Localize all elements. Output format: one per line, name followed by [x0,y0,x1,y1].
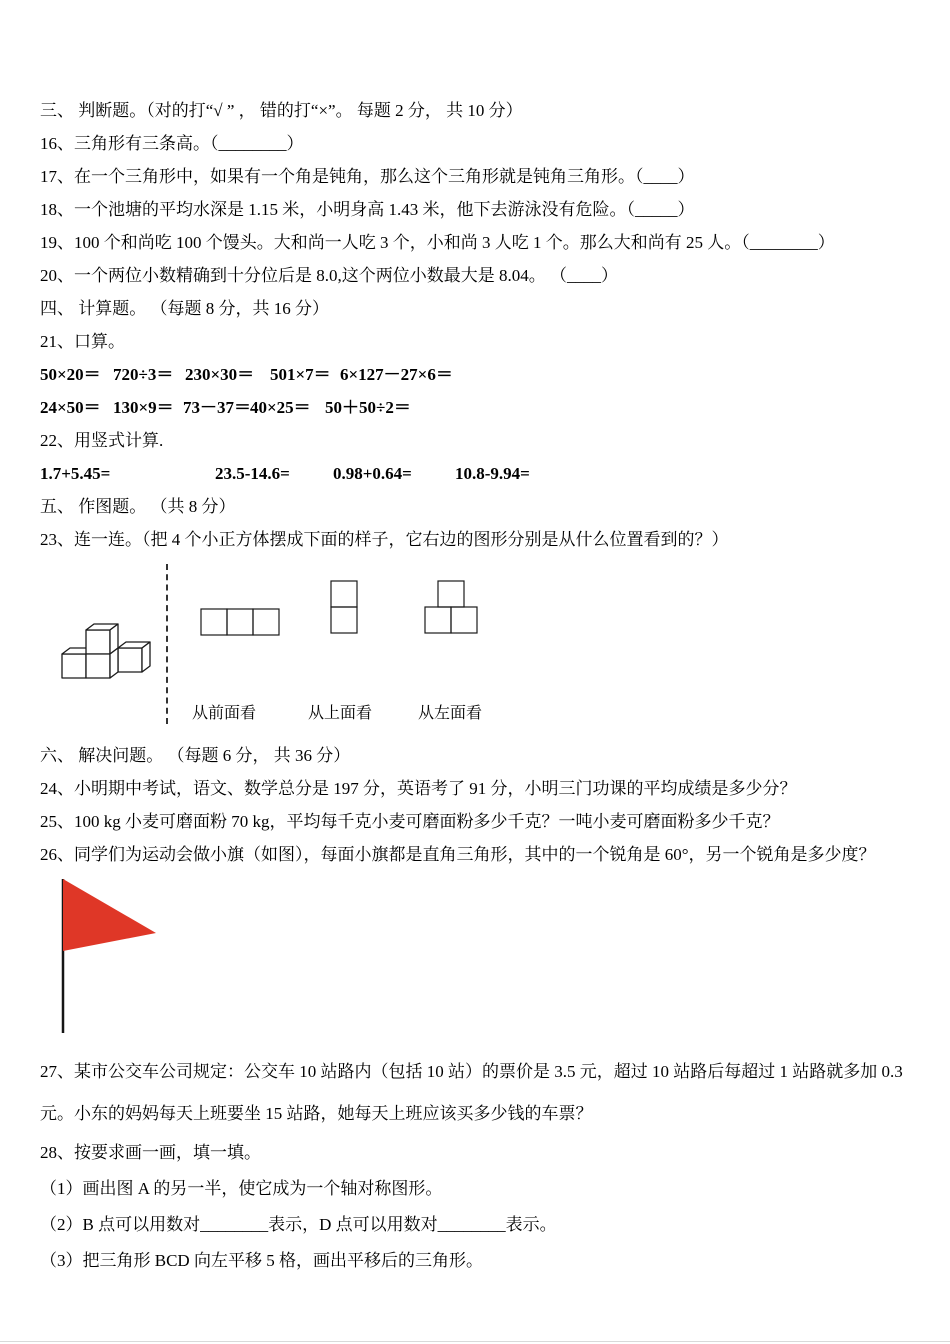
view-shape-column-of-2 [330,580,359,635]
question-28-part-1: （1）画出图 A 的另一半，使它成为一个轴对称图形。 [40,1179,443,1198]
oral-expression: 720÷3＝ [113,365,174,384]
question-25: 25、100 kg 小麦可磨面粉 70 kg，平均每千克小麦可磨面粉多少千克？一吨小麦可磨面粉多少千克？ [40,812,780,831]
question-24: 24、小明期中考试，语文、数学总分是 197 分，英语考了 91 分，小明三门功课的平均成绩是多少分？ [40,779,797,798]
cubes-3d-figure [58,616,154,682]
question-26: 26、同学们为运动会做小旗（如图），每面小旗都是直角三角形，其中的一个锐角是 60°，另一个锐角是多少度？ [40,845,876,864]
question-21-label: 21、口算。 [40,332,125,351]
question-28-part-2: （2）B 点可以用数对________表示，D 点可以用数对________表示。 [40,1215,557,1234]
vertical-calc-row [40,457,910,490]
question-23-figure [40,564,910,739]
question-28-part-3: （3）把三角形 BCD 向左平移 5 格，画出平移后的三角形。 [40,1251,483,1270]
question-26-figure [40,877,910,1037]
vertical-expression: 0.98+0.64= [333,464,412,483]
grid-square [451,607,477,633]
flag-figure [50,877,220,1035]
view-label-top: 从上面看 [308,705,373,722]
oral-expression: 501×7＝ [270,365,331,384]
question-17: 17、在一个三角形中，如果有一个角是钝角，那么这个三角形就是钝角三角形。（____） [40,167,695,186]
view-label-left: 从左面看 [418,705,483,722]
section-solve-heading: 六、 解决问题。 （每题 6 分， 共 36 分） [40,746,351,765]
question-27: 27、某市公交车公司规定：公交车 10 站路内（包括 10 站）的票价是 3.5 元，超过 10 站路后每超过 1 站路就多加 0.3 元。小东的妈妈每天上班要坐 15 站路，她每天上班应该买多少钱的车票？ [40,1062,903,1123]
oral-expression: 130×9＝ [113,398,174,417]
oral-expression: 230×30＝ [185,365,255,384]
grid-square [425,607,451,633]
cube [86,624,118,654]
vertical-expression: 23.5-14.6= [215,464,290,483]
oral-expression: 73－37＝ [183,398,251,417]
grid-square [227,609,253,635]
oral-expression: 50＋50÷2＝ [325,398,411,417]
view-shape-row-of-3 [200,608,282,636]
question-16: 16、三角形有三条高。（________） [40,134,304,153]
vertical-expression: 1.7+5.45= [40,464,111,483]
view-label-front: 从前面看 [192,705,257,722]
oral-expression: 24×50＝ [40,398,101,417]
vertical-expression: 10.8-9.94= [455,464,530,483]
section-judge-heading: 三、 判断题。（对的打“√ ” ， 错的打“×”。 每题 2 分， 共 10 分） [40,101,523,120]
grid-square [201,609,227,635]
question-23-label: 23、连一连。（把 4 个小正方体摆成下面的样子，它右边的图形分别是从什么位置看到的？） [40,530,729,549]
section-calc-heading: 四、 计算题。 （每题 8 分，共 16 分） [40,299,329,318]
oral-expression: 6×127－27×6＝ [340,365,453,384]
question-22-label: 22、用竖式计算. [40,431,164,450]
question-19: 19、100 个和尚吃 100 个馒头。大和尚一人吃 3 个，小和尚 3 人吃 1 个。那么大和尚有 25 人。（________） [40,233,835,252]
section-draw-heading: 五、 作图题。 （共 8 分） [40,497,236,516]
grid-square [253,609,279,635]
view-shape-t-shape [424,580,480,635]
dashed-divider [166,564,168,724]
grid-square [438,581,464,607]
oral-calc-row-1 [40,358,910,391]
flag-triangle [63,879,156,951]
question-28: 28、按要求画一画，填一填。 [40,1143,261,1162]
cube [118,642,150,672]
grid-square [331,581,357,607]
grid-square [331,607,357,633]
question-18: 18、一个池塘的平均水深是 1.15 米，小明身高 1.43 米，他下去游泳没有危险。（_____） [40,200,695,219]
oral-calc-row-2 [40,391,910,424]
page-bottom-edge [0,1341,950,1342]
question-20: 20、一个两位小数精确到十分位后是 8.0,这个两位小数最大是 8.04。 （____） [40,266,618,285]
oral-expression: 40×25＝ [250,398,311,417]
oral-expression: 50×20＝ [40,365,101,384]
